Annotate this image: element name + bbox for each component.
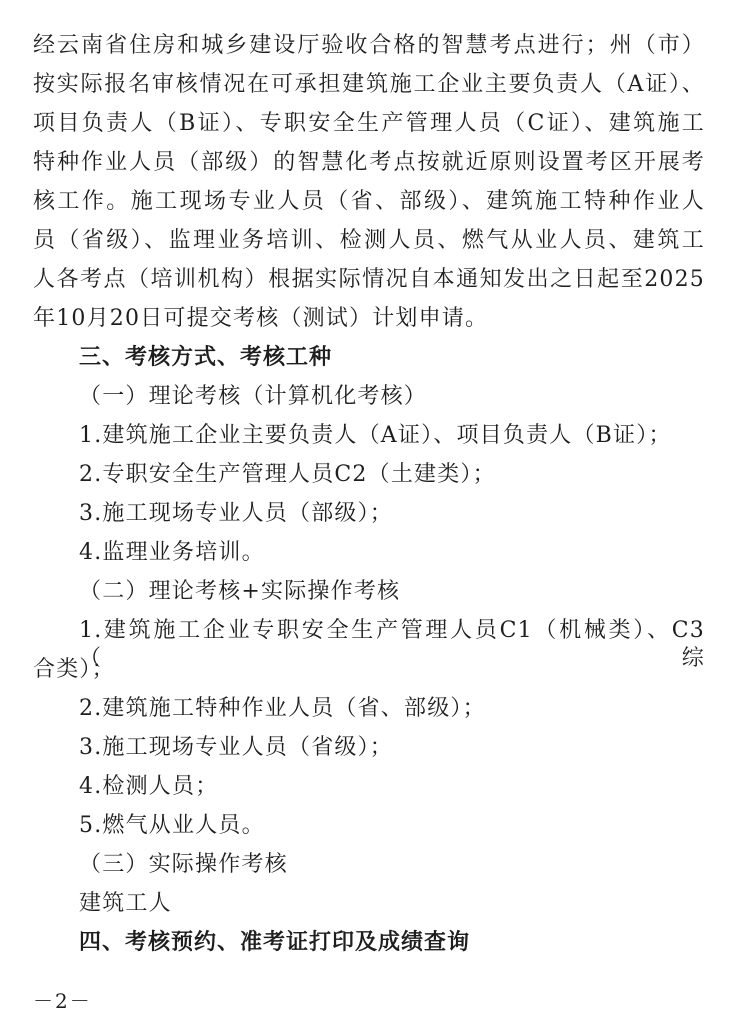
section-heading: 三、考核方式、考核工种 xyxy=(79,345,333,370)
paragraph-line: 核工作。施工现场专业人员（省、部级）、建筑施工特种作业人 xyxy=(33,189,705,214)
list-item: 3.施工现场专业人员（省级）； xyxy=(79,735,393,760)
page-number: －2－ xyxy=(33,989,92,1013)
list-item: 建筑工人 xyxy=(79,891,172,916)
paragraph-line: 按实际报名审核情况在可承担建筑施工企业主要负责人（A证）、 xyxy=(33,72,705,97)
paragraph-line: 员（省级）、监理业务培训、检测人员、燃气从业人员、建筑工 xyxy=(33,228,705,253)
list-item: 1.建筑施工企业主要负责人（A证）、项目负责人（B证）； xyxy=(79,423,672,448)
list-item: 4.监理业务培训。 xyxy=(79,540,265,565)
paragraph-line: 人各考点（培训机构）根据实际情况自本通知发出之日起至2025 xyxy=(33,267,705,292)
list-item-continuation: 合类）； xyxy=(33,657,115,682)
list-item: 3.施工现场专业人员（部级）； xyxy=(79,501,393,526)
list-item: 5.燃气从业人员。 xyxy=(79,813,265,838)
paragraph-line: 特种作业人员（部级）的智慧化考点按就近原则设置考区开展考 xyxy=(33,150,705,175)
list-item: 4.检测人员； xyxy=(79,774,219,799)
paragraph-line: 项目负责人（B证）、专职安全生产管理人员（C证）、建筑施工 xyxy=(33,111,705,136)
list-item: 1.建筑施工企业专职安全生产管理人员C1（机械类）、C3（综 xyxy=(79,618,705,671)
paragraph-line: 经云南省住房和城乡建设厅验收合格的智慧考点进行；州（市） xyxy=(33,33,705,58)
section-heading: 四、考核预约、准考证打印及成绩查询 xyxy=(79,930,471,955)
list-item: 2.建筑施工特种作业人员（省、部级）； xyxy=(79,696,486,721)
paragraph-line: 年10月20日可提交考核（测试）计划申请。 xyxy=(33,306,489,331)
subsection-heading: （三）实际操作考核 xyxy=(79,852,288,877)
subsection-heading: （二）理论考核+实际操作考核 xyxy=(79,579,401,604)
subsection-heading: （一）理论考核（计算机化考核） xyxy=(79,384,428,409)
list-item: 2.专职安全生产管理人员C2（土建类）； xyxy=(79,462,496,487)
